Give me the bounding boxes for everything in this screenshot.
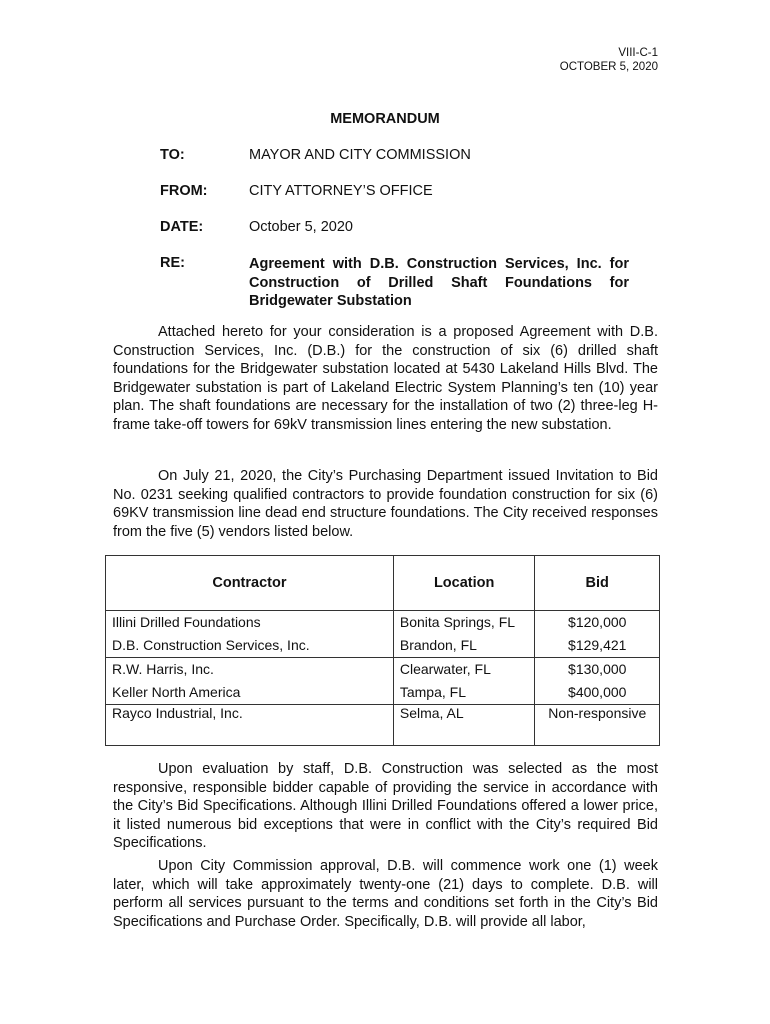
date-label: DATE:: [160, 219, 204, 235]
bid-amount: $120,000: [568, 614, 627, 630]
bid-amount: $130,000: [568, 661, 627, 677]
location-name: Brandon, FL: [399, 637, 477, 653]
header-contractor: Contractor: [106, 556, 394, 611]
paragraph-1: [113, 323, 658, 434]
reference-date: OCTOBER 5, 2020: [559, 61, 658, 73]
paragraph-4: [113, 857, 658, 931]
table-header-row: [106, 556, 660, 611]
table-row: [106, 705, 660, 746]
paragraph-4-text: Upon City Commission approval, D.B. will commence work one (1) week later, which will take approximately twenty-one (21) days to complete. D.B. will perform all services pursuant to the terms and conditions set forth in the City’s Bid Specifications and Purchase Order. Specifically, D.B. will provide all labor,: [113, 858, 658, 930]
bid-amount: $400,000: [568, 684, 627, 700]
location-cell: [393, 658, 535, 705]
location-cell: [393, 611, 535, 658]
bid-amount: $129,421: [568, 637, 627, 653]
paragraph-3: [113, 760, 658, 853]
location-name: Tampa, FL: [399, 684, 466, 700]
from-value: CITY ATTORNEY’S OFFICE: [249, 183, 433, 199]
contractor-cell: [106, 611, 394, 658]
contractor-name: Keller North America: [112, 684, 241, 700]
bid-table: [105, 555, 660, 746]
contractor-cell: [106, 658, 394, 705]
to-label: TO:: [160, 147, 185, 163]
paragraph-2: [113, 467, 658, 541]
bid-cell: [535, 658, 660, 705]
reference-number: VIII-C-1: [618, 47, 658, 59]
memo-title: MEMORANDUM: [330, 111, 440, 127]
to-value: MAYOR AND CITY COMMISSION: [249, 147, 471, 163]
table-row: [106, 611, 660, 658]
paragraph-1-text: Attached hereto for your consideration is a proposed Agreement with D.B. Construction Services, Inc. (D.B.) for the construction of six (6) drilled shaft foundations for the Bridgewater substation located at 5430 Lakeland Hills Blvd. The Bridgewater substation is part of Lakeland Electric System Planning’s ten (10) year plan. The shaft foundations are necessary for the installation of two (2) three-leg H-frame take-off towers for 69kV transmission lines entering the new substation.: [113, 324, 658, 433]
re-label: RE:: [160, 255, 185, 271]
header-location: Location: [393, 556, 535, 611]
contractor-name: D.B. Construction Services, Inc.: [112, 637, 310, 653]
location-cell: Selma, AL: [393, 705, 535, 746]
location-name: Bonita Springs, FL: [399, 614, 516, 630]
contractor-cell: Rayco Industrial, Inc.: [106, 705, 394, 746]
contractor-name: Illini Drilled Foundations: [112, 614, 261, 630]
table-row: [106, 658, 660, 705]
document-reference: [560, 46, 658, 74]
contractor-name: R.W. Harris, Inc.: [112, 661, 214, 677]
bid-cell: Non-responsive: [535, 705, 660, 746]
location-name: Clearwater, FL: [399, 661, 491, 677]
date-value: October 5, 2020: [249, 219, 353, 235]
from-label: FROM:: [160, 183, 208, 199]
header-bid: Bid: [535, 556, 660, 611]
paragraph-2-text: On July 21, 2020, the City’s Purchasing Department issued Invitation to Bid No. 0231 seeking qualified contractors to provide foundation construction for six (6) 69KV transmission line dead end structure foundations. The City received responses from the five (5) vendors listed below.: [113, 468, 658, 540]
bid-cell: [535, 611, 660, 658]
re-subject: Agreement with D.B. Construction Services, Inc. for Construction of Drilled Shaft Foundations for Bridgewater Substation: [249, 256, 629, 309]
paragraph-3-text: Upon evaluation by staff, D.B. Construction was selected as the most responsive, responsible bidder capable of providing the service in accordance with the City’s Bid Specifications. Although Illini Drilled Foundations offered a lower price, it listed numerous bid exceptions that were in conflict with the City’s required Bid Specifications.: [113, 761, 658, 851]
